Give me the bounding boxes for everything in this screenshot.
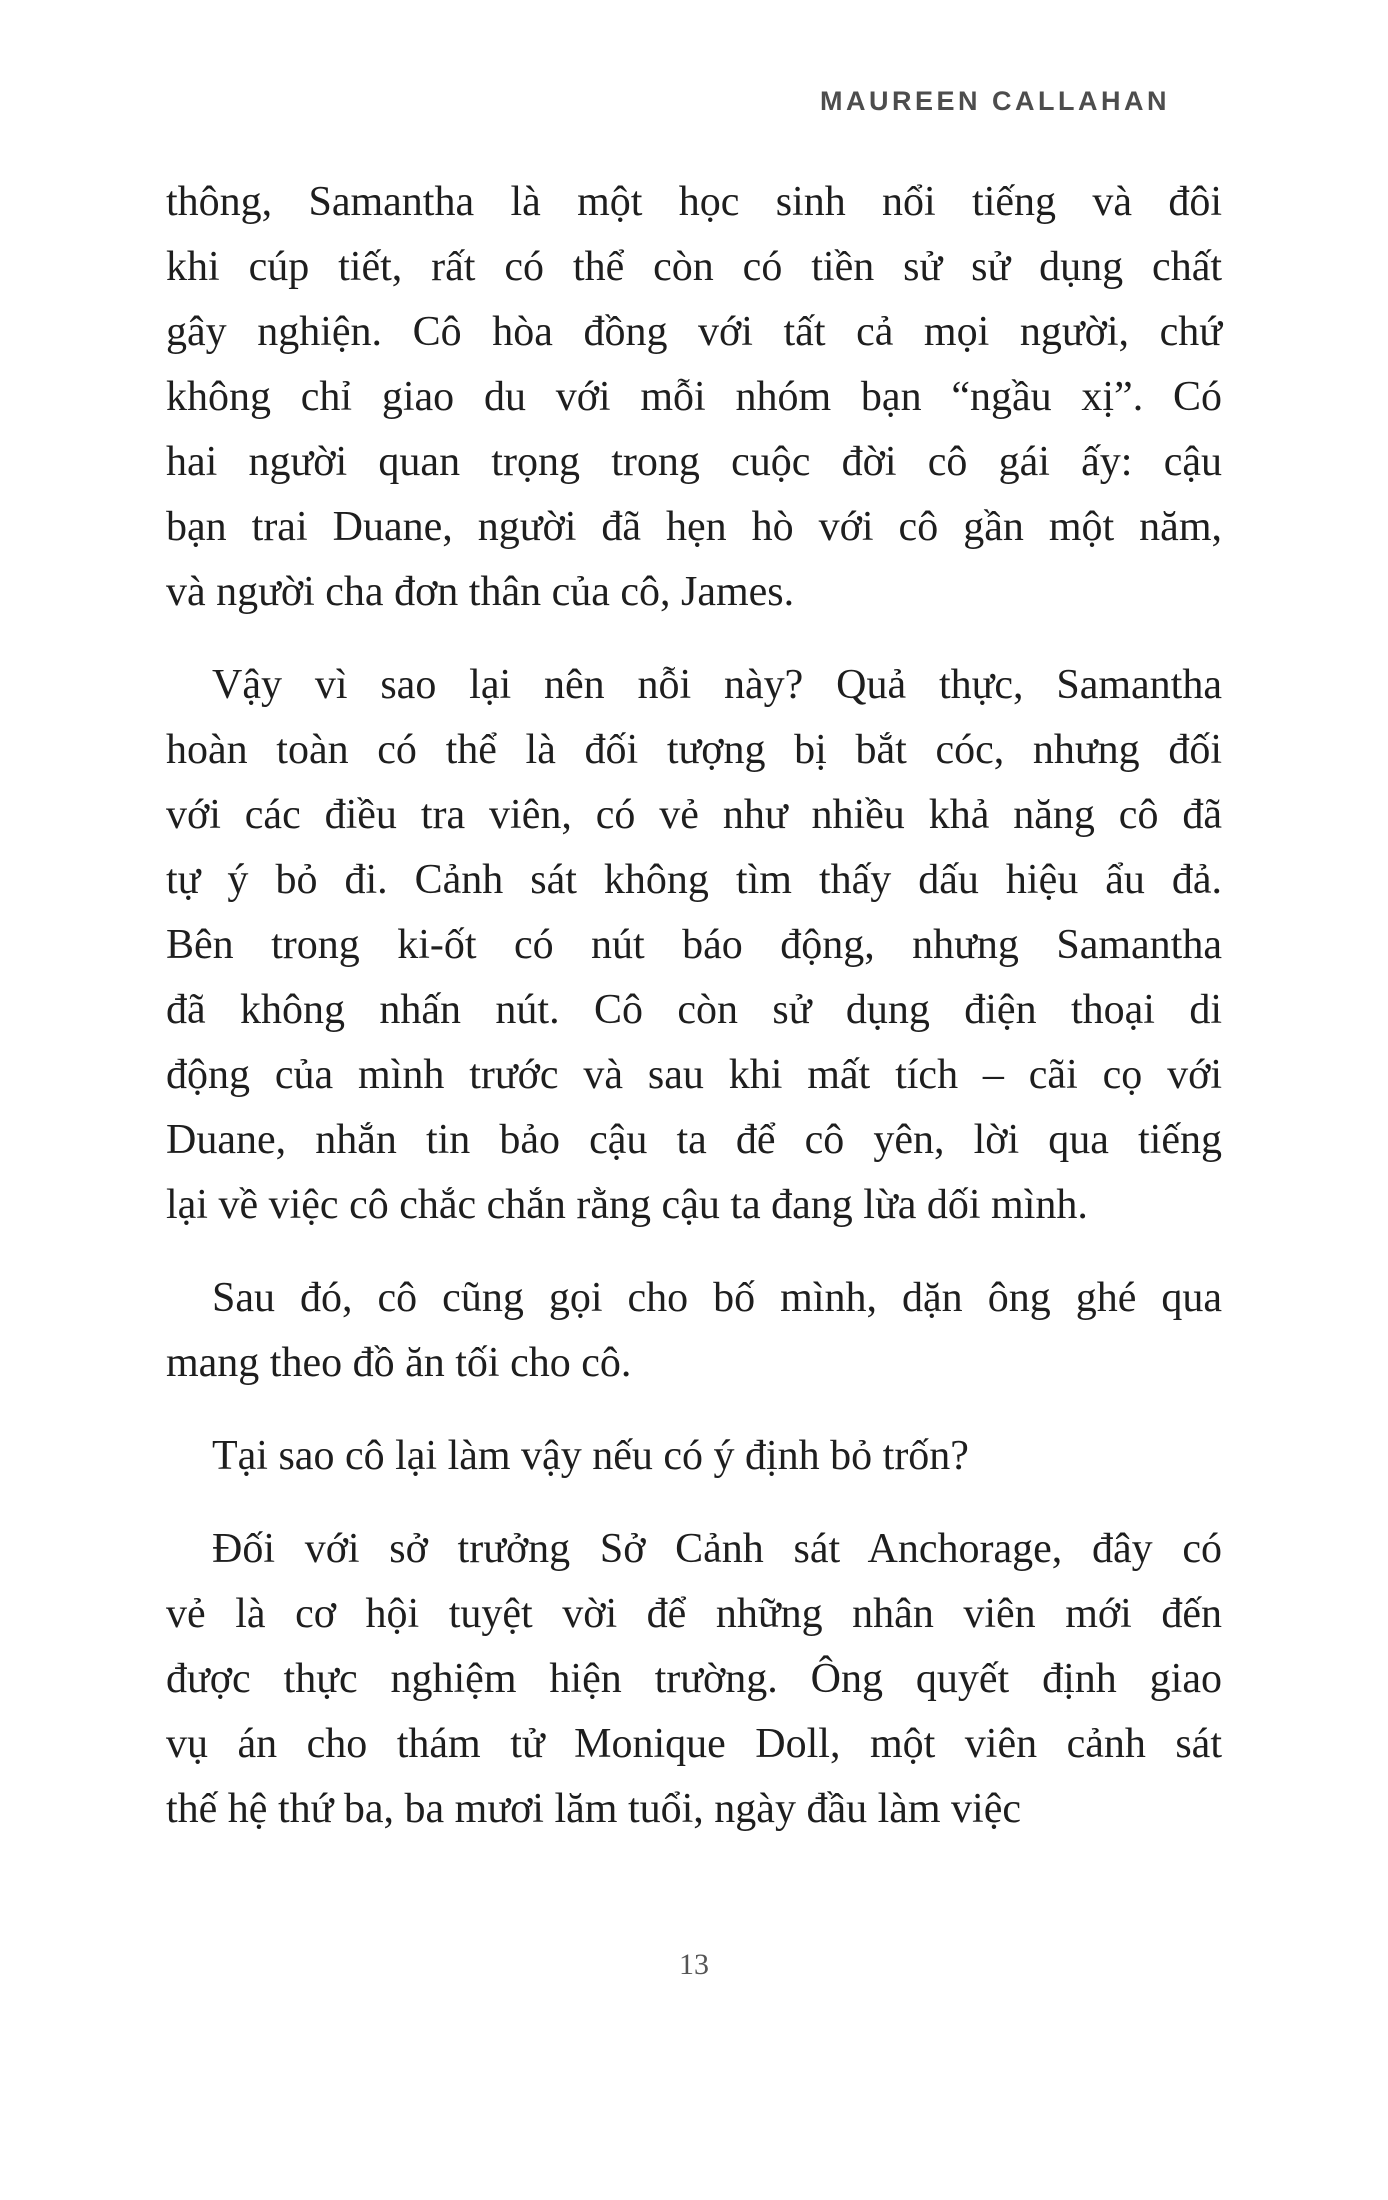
running-header-author: MAUREEN CALLAHAN bbox=[820, 86, 1170, 116]
text-line: vẻ là cơ hội tuyệt vời để những nhân viên mới đến bbox=[166, 1591, 1222, 1637]
paragraph bbox=[166, 1517, 1222, 1842]
text-line: Duane, nhắn tin bảo cậu ta để cô yên, lời qua tiếng bbox=[166, 1117, 1222, 1163]
text-line: đã không nhấn nút. Cô còn sử dụng điện thoại di bbox=[166, 987, 1222, 1033]
text-line: khi cúp tiết, rất có thể còn có tiền sử sử dụng chất bbox=[166, 244, 1222, 290]
paragraph bbox=[166, 653, 1222, 1238]
text-line: và người cha đơn thân của cô, James. bbox=[166, 569, 795, 615]
text-line: Tại sao cô lại làm vậy nếu có ý định bỏ trốn? bbox=[212, 1433, 969, 1479]
text-line: Vậy vì sao lại nên nỗi này? Quả thực, Samantha bbox=[212, 662, 1222, 708]
text-line: không chỉ giao du với mỗi nhóm bạn “ngầu xị”. Có bbox=[166, 374, 1222, 420]
text-line: gây nghiện. Cô hòa đồng với tất cả mọi người, chứ bbox=[166, 309, 1222, 355]
paragraph bbox=[166, 170, 1222, 625]
text-line: với các điều tra viên, có vẻ như nhiều khả năng cô đã bbox=[166, 792, 1222, 838]
page-number: 13 bbox=[679, 1948, 709, 1981]
text-line: thế hệ thứ ba, ba mươi lăm tuổi, ngày đầu làm việc bbox=[166, 1786, 1022, 1832]
paragraph bbox=[166, 1266, 1222, 1396]
text-line: hoàn toàn có thể là đối tượng bị bắt cóc, nhưng đối bbox=[166, 727, 1222, 773]
paragraph bbox=[166, 1424, 1222, 1489]
text-line: Bên trong ki-ốt có nút báo động, nhưng Samantha bbox=[166, 922, 1222, 968]
body-text bbox=[166, 170, 1222, 1842]
text-line: bạn trai Duane, người đã hẹn hò với cô gần một năm, bbox=[166, 504, 1222, 550]
text-line: Đối với sở trưởng Sở Cảnh sát Anchorage, đây có bbox=[212, 1526, 1222, 1572]
text-line: thông, Samantha là một học sinh nổi tiếng và đôi bbox=[166, 179, 1222, 225]
text-line: tự ý bỏ đi. Cảnh sát không tìm thấy dấu hiệu ẩu đả. bbox=[166, 857, 1222, 903]
text-line: động của mình trước và sau khi mất tích – cãi cọ với bbox=[166, 1052, 1222, 1098]
text-line: hai người quan trọng trong cuộc đời cô gái ấy: cậu bbox=[166, 439, 1222, 485]
text-line: Sau đó, cô cũng gọi cho bố mình, dặn ông ghé qua bbox=[212, 1275, 1222, 1321]
text-line: vụ án cho thám tử Monique Doll, một viên cảnh sát bbox=[166, 1721, 1222, 1767]
text-line: mang theo đồ ăn tối cho cô. bbox=[166, 1340, 632, 1386]
text-line: được thực nghiệm hiện trường. Ông quyết định giao bbox=[166, 1656, 1222, 1702]
text-line: lại về việc cô chắc chắn rằng cậu ta đang lừa dối mình. bbox=[166, 1182, 1088, 1228]
